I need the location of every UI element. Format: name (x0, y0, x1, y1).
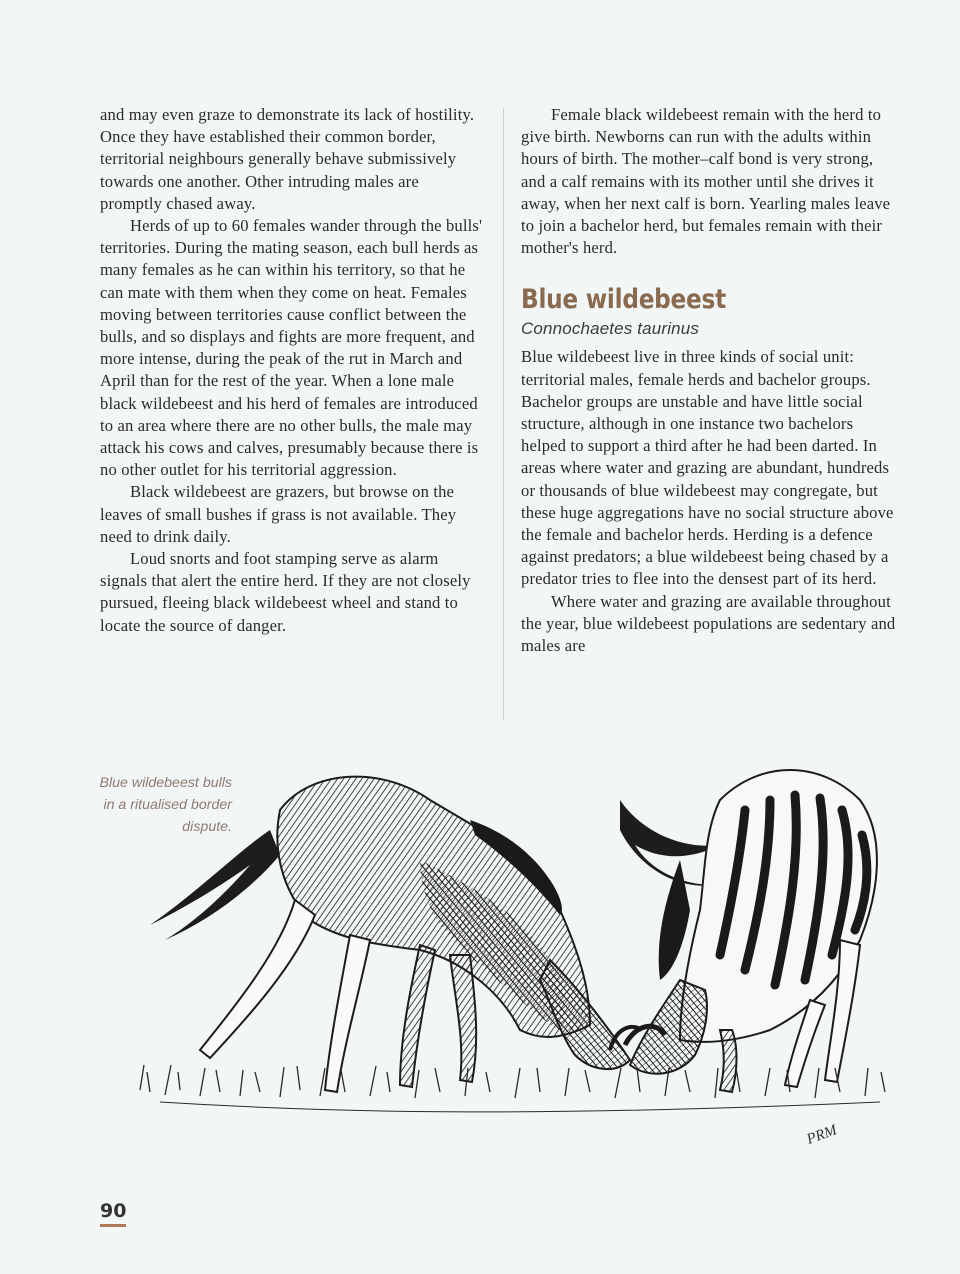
body-paragraph: Female black wildebeest remain with the herd to give birth. Newborns can run with the adults within hours of birth. The mother–calf bond is very strong, and a calf remains with its mother until she drives it away, when her next calf is born. Yearling males leave to join a bachelor herd, but females remain with their mother's herd. (521, 105, 891, 258)
body-paragraph: Black wildebeest are grazers, but browse on the leaves of small bushes if grass is not available. They need to drink daily. (100, 482, 457, 546)
right-wildebeest (610, 770, 877, 1092)
body-paragraph: Loud snorts and foot stamping serve as alarm signals that alert the entire herd. If they are not closely pursued, fleeing black wildebeest wheel and stand to locate the source of danger. (100, 549, 471, 635)
body-paragraph: and may even graze to demonstrate its lack of hostility. Once they have established their common border, territorial neighbours generally behave submissively towards one another. Other intruding males are promptly chased away. (100, 105, 475, 213)
scientific-name: Connochaetes taurinus (521, 319, 699, 339)
section-heading: Blue wildebeest (521, 284, 726, 316)
right-text-column (521, 104, 901, 657)
artist-signature: PRM (804, 1122, 840, 1148)
wildebeest-illustration (120, 740, 900, 1160)
left-wildebeest (150, 777, 630, 1092)
figure-caption: Blue wildebeest bulls in a ritualised border dispute. (99, 775, 232, 835)
body-paragraph: Herds of up to 60 females wander through the bulls' territories. During the mating season, each bull herds as many females as he can within his territory, so that he can mate with them when they come on heat. Females moving between territories cause conflict between the bulls, and so displays and fights are more frequent, and more intense, during the peak of the rut in March and April than for the rest of the year. When a lone male black wildebeest and his herd of females are introduced to an area where there are no other bulls, the male may attack his cows and calves, presumably because there is no other outlet for his territorial aggression. (100, 216, 483, 480)
page-number: 90 (100, 1200, 126, 1227)
body-paragraph: Blue wildebeest live in three kinds of social unit: territorial males, female herds and bachelor groups. Bachelor groups are unstable and have little social structure, although in one instance two bachelors helped to support a third after he had been darted. In areas where water and grazing are abundant, hundreds or thousands of blue wildebeest may congregate, but these huge aggregations have no social structure above the female and bachelor herds. Herding is a defence against predators; a blue wildebeest being chased by a predator tries to flee into the densest part of its herd. (521, 347, 894, 589)
column-divider (503, 108, 504, 720)
left-text-column (100, 104, 484, 637)
grass (140, 1065, 885, 1112)
body-paragraph: Where water and grazing are available throughout the year, blue wildebeest populations are sedentary and males are (521, 591, 896, 656)
